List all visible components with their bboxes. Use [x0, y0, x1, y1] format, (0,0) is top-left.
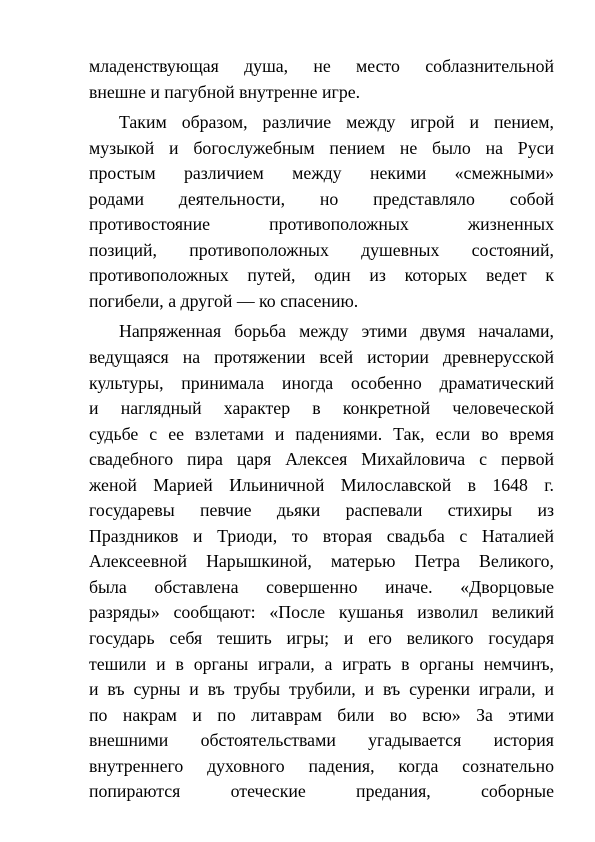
- paragraph-1: [89, 54, 554, 105]
- text-line: противостояние противоположных жизненных: [89, 214, 554, 235]
- text-line: государь себя тешить игры; и его великого государя: [89, 628, 554, 649]
- text-line: Таким образом, различие между игрой и пением,: [119, 112, 554, 133]
- text-line: разряды» сообщают: «После кушанья изволил великий: [89, 602, 554, 623]
- text-line: по накрам и по литаврам били во всю» За этими: [89, 704, 554, 725]
- text-line: тешили и в органы играли, а играть в органы немчинъ,: [89, 653, 554, 674]
- text-line: попираются отеческие предания, соборные: [89, 781, 554, 802]
- text-line: государевы певчие дьяки распевали стихиры из: [89, 500, 554, 521]
- document-page: [89, 54, 554, 805]
- text-line: простым различием между некими «смежными»: [89, 163, 554, 184]
- text-line: и наглядный характер в конкретной человеческой: [89, 398, 554, 419]
- text-line: свадебного пира царя Алексея Михайловича с первой: [89, 449, 554, 470]
- text-line: была обставлена совершенно иначе. «Дворцовые: [89, 576, 554, 597]
- text-line: женой Марией Ильиничной Милославской в 1648 г.: [89, 474, 554, 495]
- text-line: и въ сурны и въ трубы трубили, и въ суренки играли, и: [89, 679, 554, 700]
- text-line: позиций, противоположных душевных состояний,: [89, 239, 554, 260]
- text-line: Праздников и Триоди, то вторая свадьба с Наталией: [89, 525, 554, 546]
- text-line: внешними обстоятельствами угадывается история: [89, 730, 554, 751]
- text-line: музыкой и богослужебным пением не было на Руси: [89, 137, 554, 158]
- paragraph-3: [89, 319, 554, 804]
- text-line: Алексеевной Нарышкиной, матерью Петра Великого,: [89, 551, 554, 572]
- text-line: внутреннего духовного падения, когда сознательно: [89, 755, 554, 776]
- paragraph-2: [89, 110, 554, 314]
- text-line: погибели, а другой — ко спасению.: [89, 290, 359, 311]
- text-line: родами деятельности, но представляло собой: [89, 188, 554, 209]
- text-line: культуры, принимала иногда особенно драматический: [89, 372, 554, 393]
- text-line: судьбе с ее взлетами и падениями. Так, если во время: [89, 423, 554, 444]
- text-line: Напряженная борьба между этими двумя началами,: [119, 321, 554, 342]
- text-line: противоположных путей, один из которых ведет к: [89, 265, 554, 286]
- text-line: внешне и пагубной внутренне игре.: [89, 81, 361, 102]
- text-line: младенствующая душа, не место соблазнительной: [89, 56, 554, 76]
- text-line: ведущаяся на протяжении всей истории древнерусской: [89, 347, 554, 368]
